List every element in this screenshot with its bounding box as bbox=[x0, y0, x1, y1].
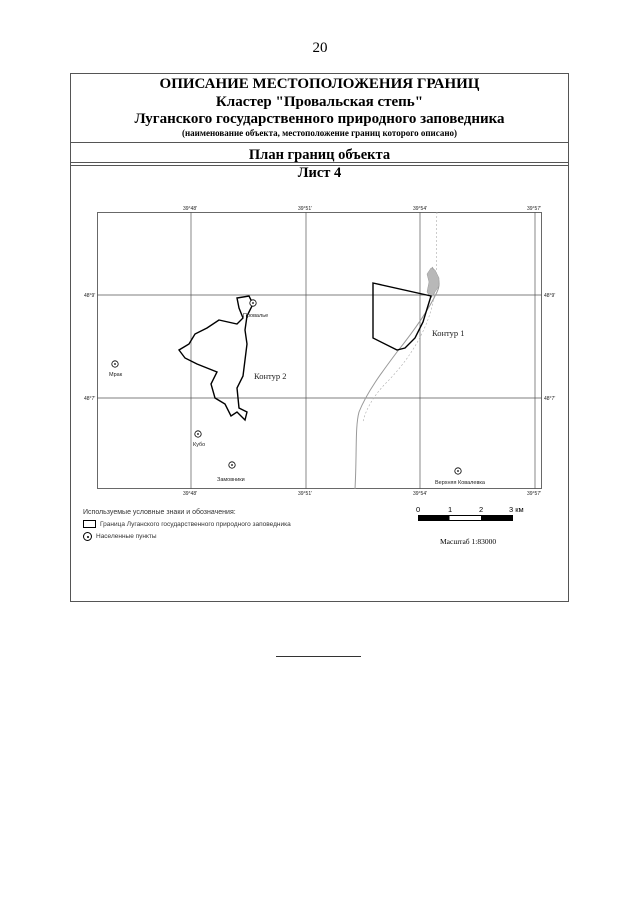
boundary-symbol bbox=[83, 520, 96, 528]
settlement-marker bbox=[250, 300, 256, 306]
settlement-marker bbox=[195, 431, 201, 437]
legend-boundary-label: Граница Луганского государственного природного заповедника bbox=[100, 520, 291, 528]
scale-label: 2 bbox=[479, 505, 484, 514]
contour-2-boundary bbox=[179, 296, 253, 420]
lat-tick-right: 48°9' bbox=[544, 293, 556, 299]
scale-label: 3 км bbox=[509, 505, 524, 514]
road bbox=[363, 212, 437, 422]
river bbox=[355, 267, 439, 489]
contour-1-label: Контур 1 bbox=[432, 328, 465, 338]
page-number: 20 bbox=[312, 40, 328, 56]
map bbox=[84, 206, 556, 497]
sheet-title: Лист 4 bbox=[297, 165, 342, 181]
legend-item-settlements bbox=[83, 532, 157, 541]
footer-rule bbox=[276, 656, 361, 657]
settlement-marker bbox=[112, 361, 118, 367]
lat-tick-left: 48°9' bbox=[84, 293, 96, 299]
doc-note: (наименование объекта, местоположение границ которого описано) bbox=[181, 128, 458, 138]
lon-tick-top: 39°51' bbox=[298, 206, 313, 212]
scale-bar bbox=[418, 514, 514, 522]
lon-tick-top: 39°54' bbox=[413, 206, 428, 212]
lon-tick-bottom: 39°54' bbox=[413, 491, 428, 497]
divider bbox=[71, 142, 568, 143]
settlement-marker bbox=[229, 462, 235, 468]
doc-subtitle-2: Луганского государственного природного заповедника bbox=[134, 111, 505, 127]
settlement-symbol bbox=[83, 532, 92, 541]
settlement-label: Провалье bbox=[243, 313, 269, 319]
scale-label: 0 bbox=[416, 505, 421, 514]
lon-tick-bottom: 39°48' bbox=[183, 491, 198, 497]
lat-tick-right: 48°7' bbox=[544, 396, 556, 402]
scale-label: 1 bbox=[448, 505, 453, 514]
settlement-marker bbox=[455, 468, 461, 474]
legend-title: Используемые условные знаки и обозначения: bbox=[83, 509, 236, 516]
settlement-label: Замовники bbox=[217, 477, 245, 483]
plan-title: План границ объекта bbox=[248, 147, 391, 163]
lon-tick-top: 39°48' bbox=[183, 206, 198, 212]
contour-1-boundary bbox=[373, 283, 431, 350]
lon-tick-top: 39°57' bbox=[527, 206, 542, 212]
doc-subtitle-1: Кластер "Провальская степь" bbox=[215, 94, 424, 110]
lon-tick-bottom: 39°51' bbox=[298, 491, 313, 497]
map-border bbox=[98, 213, 542, 489]
legend-settlements-label: Населенные пункты bbox=[96, 533, 157, 540]
contour-2-label: Контур 2 bbox=[254, 371, 287, 381]
scale-text: Масштаб 1:83000 bbox=[440, 537, 497, 546]
legend-item-boundary bbox=[83, 520, 291, 528]
doc-title: ОПИСАНИЕ МЕСТОПОЛОЖЕНИЯ ГРАНИЦ bbox=[159, 76, 480, 92]
water-body bbox=[427, 268, 439, 298]
settlement-label: Кубо bbox=[193, 442, 206, 448]
settlement-label: Мрак bbox=[109, 372, 123, 378]
lon-tick-bottom: 39°57' bbox=[527, 491, 542, 497]
settlement-label: Верхняя Ковалевка bbox=[435, 480, 485, 486]
lat-tick-left: 48°7' bbox=[84, 396, 96, 402]
